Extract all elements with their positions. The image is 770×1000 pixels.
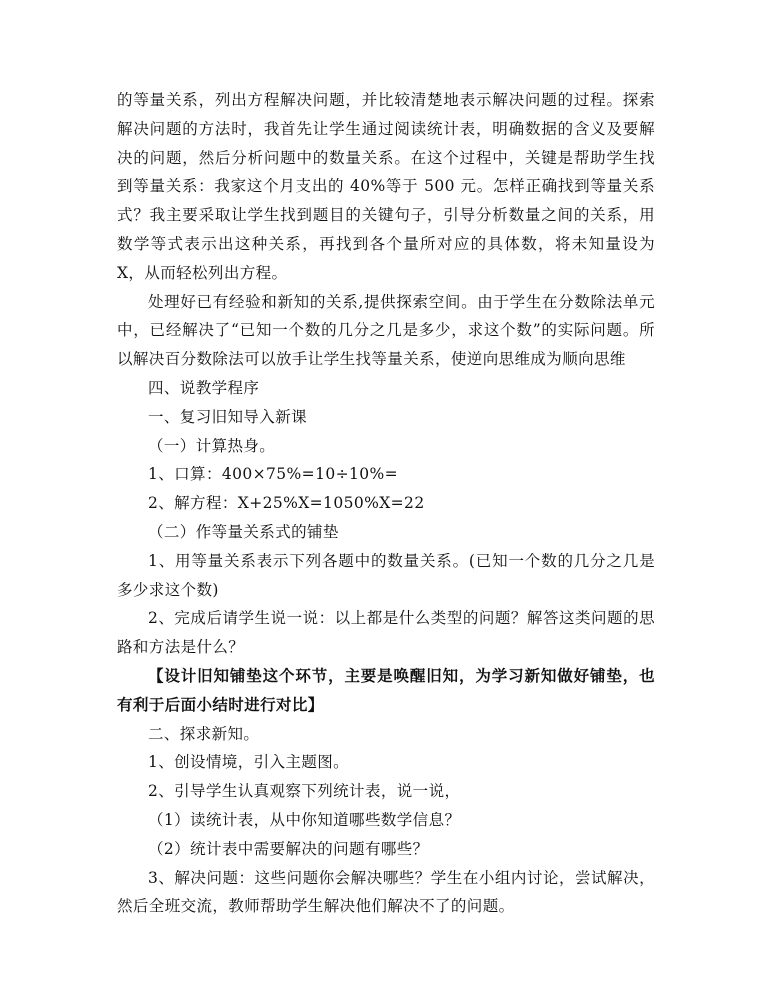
item-oral-calculation: 1、口算：400×75%=10÷10%= <box>148 465 399 484</box>
subheading-equation-prep: （二）作等量关系式的铺垫 <box>148 522 339 541</box>
item-student-discussion: 2、完成后请学生说一说：以上都是什么类型的问题？解答这类问题的思路和方法是什么？ <box>117 609 655 657</box>
document-body <box>117 86 655 921</box>
item-express-relations: 1、用等量关系表示下列各题中的数量关系。(已知一个数的几分之几是多少求这个数) <box>117 551 655 599</box>
section-heading-explore: 二、探求新知。 <box>148 724 260 743</box>
item-solve-problems: 3、解决问题：这些问题你会解决哪些？学生在小组内讨论，尝试解决，然后全班交流，教师帮助学生解决他们解决不了的问题。 <box>117 868 655 916</box>
design-note: 【设计旧知铺垫这个环节，主要是唤醒旧知，为学习新知做好铺垫，也有利于后面小结时进行对比】 <box>117 665 655 714</box>
item-solve-equation: 2、解方程：X+25%X=1050%X=22 <box>148 494 425 513</box>
item-create-scenario: 1、创设情境，引入主题图。 <box>148 753 350 772</box>
section-heading-teaching-procedure: 四、说教学程序 <box>148 378 260 397</box>
paragraph-method-explanation: 的等量关系，列出方程解决问题，并比较清楚地表示解决问题的过程。探索解决问题的方法时，我首先让学生通过阅读统计表，明确数据的含义及要解决的问题，然后分析问题中的数量关系。在这个过程中，关键是帮助学生找到等量关系：我家这个月支出的 40%等于 500 元。怎样正确找到等量关系式？我主要采取让学生找到题目的关键句子，引导分析数量之间的关系，用数学等式表示出这种关系，再找到各个量所对应的具体数，将未知量设为 X，从而轻松列出方程。 <box>117 91 655 282</box>
item-observe-table: 2、引导学生认真观察下列统计表，说一说， <box>148 782 461 801</box>
subitem-problems-in-table: （2）统计表中需要解决的问题有哪些？ <box>148 839 429 858</box>
subheading-warmup: （一）计算热身。 <box>148 436 276 455</box>
subitem-read-table: （1）读统计表，从中你知道哪些数学信息？ <box>148 810 461 829</box>
paragraph-experience-relation: 处理好已有经验和新知的关系,提供探索空间。由于学生在分数除法单元中，已经解决了“已知一个数的几分之几是多少，求这个数”的实际问题。所以解决百分数除法可以放手让学生找等量关系，使逆向思维成为顺向思维 <box>117 292 655 369</box>
section-heading-review: 一、复习旧知导入新课 <box>148 407 308 426</box>
